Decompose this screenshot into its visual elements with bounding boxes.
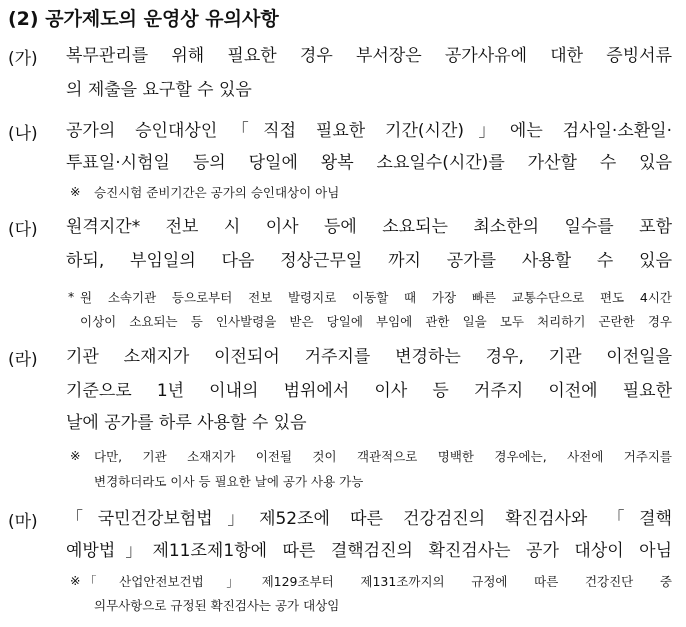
item-da-note-mark: *: [68, 289, 75, 304]
item-ga-line-2: 의 제출을 요구할 수 있음: [66, 80, 252, 100]
item-ma-note-mark: ※: [70, 573, 81, 588]
item-ra-note-2: 변경하더라도 이사 등 필요한 날에 공가 사용 가능: [94, 474, 364, 489]
item-ma-note-2: 의무사항으로 규정된 확진검사는 공가 대상임: [94, 598, 340, 613]
item-da-note-2: 이상이 소요되는 등 인사발령을 받은 당일에 부임에 관한 일을 모두 처리하기 곤란한 경우: [80, 314, 672, 329]
item-ra-line-3: 날에 공가를 하루 사용할 수 있음: [66, 413, 307, 433]
item-ra-line-2: 기준으로 1년 이내의 범위에서 이사 등 거주지 이전에 필요한: [66, 381, 672, 401]
item-ra-note-mark: ※: [70, 448, 81, 463]
item-ra-note-1: 다만, 기관 소재지가 이전될 것이 객관적으로 명백한 경우에는, 사전에 거주지를: [94, 449, 672, 464]
item-ga-line-1: 복무관리를 위해 필요한 경우 부서장은 공가사유에 대한 증빙서류: [66, 46, 672, 66]
item-da-line-1: 원격지간* 전보 시 이사 등에 소요되는 최소한의 일수를 포함: [66, 217, 672, 237]
item-marker-ra: (라): [8, 350, 38, 370]
item-marker-na: (나): [8, 124, 38, 144]
item-da-line-2: 하되, 부임일의 다음 정상근무일 까지 공가를 사용할 수 있음: [66, 251, 672, 271]
item-ra-line-1: 기관 소재지가 이전되어 거주지를 변경하는 경우, 기관 이전일을: [66, 347, 672, 367]
item-na-line-1: 공가의 승인대상인「직접 필요한 기간(시간)」에는 검사일·소환일·: [66, 121, 672, 141]
item-na-note-mark: ※: [70, 184, 81, 199]
item-na-line-2: 투표일·시험일 등의 당일에 왕복 소요일수(시간)를 가산할 수 있음: [66, 153, 672, 173]
item-da-note-1: 원 소속기관 등으로부터 전보 발령지로 이동할 때 가장 빠른 교통수단으로 편도 4시간: [80, 290, 672, 305]
item-na-note-1: 승진시험 준비기간은 공가의 승인대상이 아님: [94, 185, 340, 200]
section-title: (2) 공가제도의 운영상 유의사항: [8, 8, 279, 30]
item-ma-note-1: 「산업안전보건법」제129조부터 제131조까지의 규정에 따른 건강진단 중: [84, 574, 672, 589]
item-marker-ga: (가): [8, 49, 38, 69]
item-ma-line-1: 「국민건강보험법」제52조에 따른 건강검진의 확진검사와 「결핵: [66, 509, 672, 529]
item-ma-line-2: 예방법」제11조제1항에 따른 결핵검진의 확진검사는 공가 대상이 아님: [66, 541, 672, 561]
item-marker-ma: (마): [8, 512, 38, 532]
item-marker-da: (다): [8, 220, 38, 240]
